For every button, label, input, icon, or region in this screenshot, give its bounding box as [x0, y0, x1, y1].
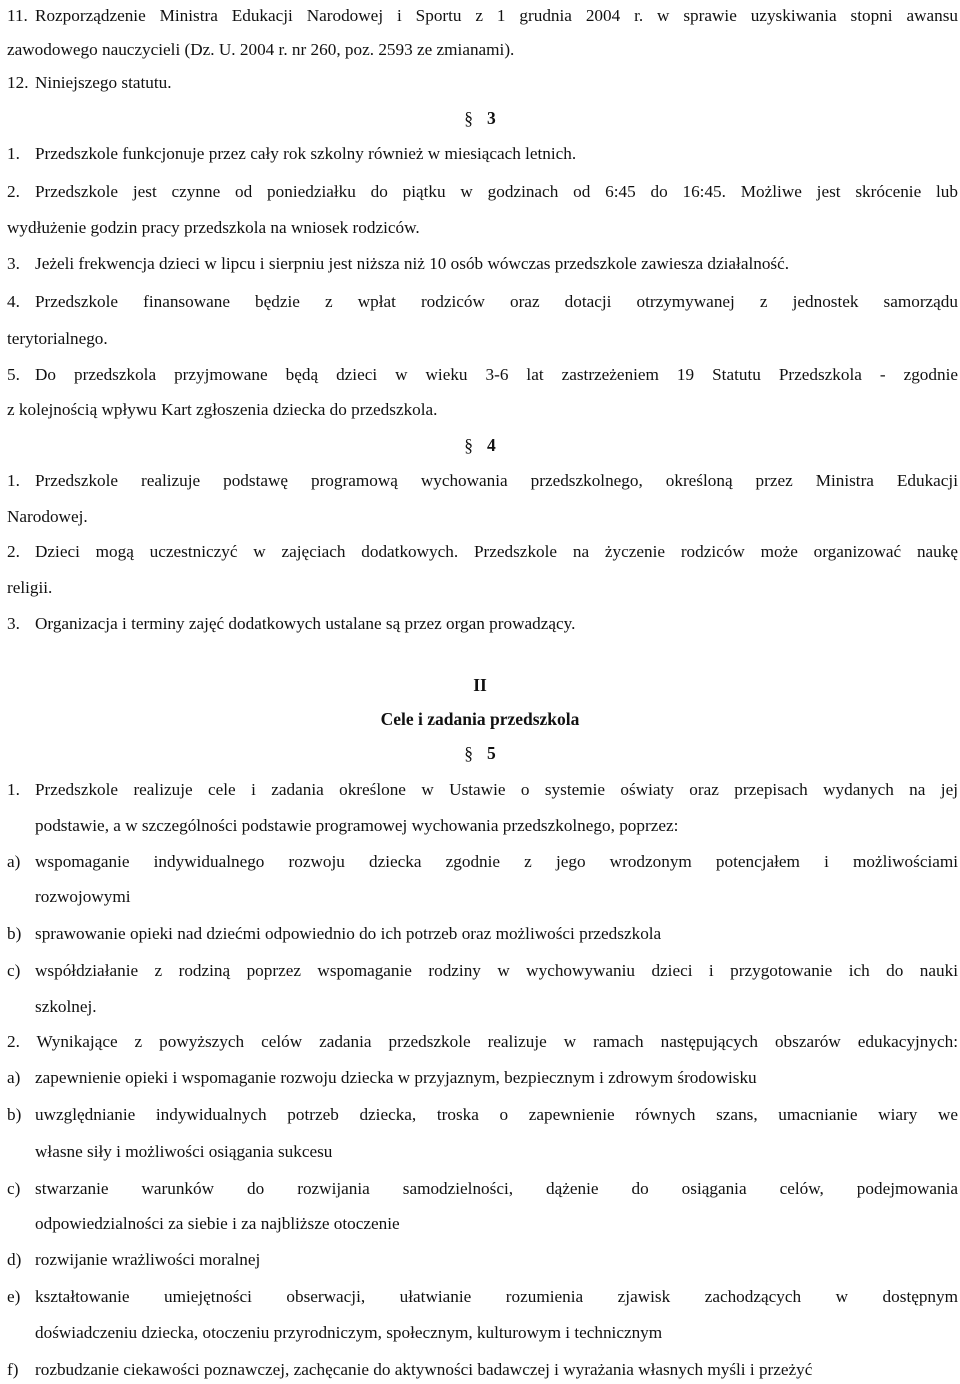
item-number: 11. — [7, 6, 28, 25]
item-text: Przedszkole funkcjonuje przez cały rok szkolny również w miesiącach letnich. — [35, 144, 577, 163]
item-number: e) — [7, 1287, 21, 1306]
list-item — [0, 612, 960, 636]
item-text: współdziałanie z rodziną poprzez wspomaganie rodziny w wychowywaniu dzieci i przygotowanie ich do nauki — [35, 961, 958, 980]
item-text: Jeżeli frekwencja dzieci w lipcu i sierpniu jest niższa niż 10 osób wówczas przedszkole zawiesza działalność. — [35, 254, 790, 273]
item-number: 2. — [7, 182, 20, 201]
item-text: kształtowanie umiejętności obserwacji, ułatwianie rozumienia zjawisk zachodzących w dostępnym — [35, 1287, 958, 1306]
list-item — [0, 1285, 960, 1309]
item-text: Przedszkole realizuje cele i zadania określone w Ustawie o systemie oświaty oraz przepisach wydanych na jej — [35, 780, 958, 799]
item-text: Dzieci mogą uczestniczyć w zajęciach dodatkowych. Przedszkole na życzenie rodziców może organizować naukę — [35, 542, 958, 561]
list-item — [0, 922, 960, 946]
item-number: c) — [7, 961, 21, 980]
list-item-continuation — [0, 995, 960, 1019]
list-item — [0, 142, 960, 166]
list-item — [0, 290, 960, 314]
list-item — [0, 180, 960, 204]
item-number: 1. — [7, 471, 20, 490]
list-item — [0, 71, 960, 95]
item-text: stwarzanie warunków do rozwijania samodzielności, dążenie do osiągania celów, podejmowania — [35, 1179, 958, 1198]
list-item — [0, 778, 960, 802]
item-text: Przedszkole jest czynne od poniedziałku do piątku w godzinach od 6:45 do 16:45. Możliwe jest skrócenie lub — [35, 182, 958, 201]
item-text: Przedszkole finansowane będzie z wpłat rodziców oraz dotacji otrzymywanej z jednostek samorządu — [35, 292, 958, 311]
item-number: 2. — [7, 542, 20, 561]
item-number: 12. — [7, 73, 29, 92]
chapter-title: Cele i zadania przedszkola — [380, 709, 580, 729]
section-symbol: § — [464, 108, 473, 128]
list-item-continuation — [0, 505, 960, 529]
item-number: b) — [7, 924, 22, 943]
list-item-continuation — [0, 576, 960, 600]
item-text: sprawowanie opieki nad dziećmi odpowiednio do ich potrzeb oraz możliwości przedszkola — [35, 924, 662, 943]
item-number: f) — [7, 1360, 19, 1379]
list-item — [0, 1103, 960, 1127]
list-item — [0, 4, 960, 28]
list-item — [0, 959, 960, 983]
item-text: Niniejszego statutu. — [35, 73, 172, 92]
section-number: 4 — [487, 435, 496, 455]
list-item — [0, 850, 960, 874]
list-item — [0, 1248, 960, 1272]
item-text: zapewnienie opieki i wspomaganie rozwoju dziecka w przyjaznym, bezpiecznym i zdrowym środowisku — [35, 1068, 757, 1087]
item-number: b) — [7, 1105, 22, 1124]
item-number: c) — [7, 1179, 21, 1198]
item-text: rozbudzanie ciekawości poznawczej, zachęcanie do aktywności badawczej i wyrażania własnych myśli i przeżyć — [35, 1360, 813, 1379]
list-item-continuation — [0, 885, 960, 909]
item-text: zawodowego nauczycieli (Dz. U. 2004 r. nr 260, poz. 2593 ze zmianami). — [7, 40, 515, 59]
list-item-continuation — [0, 216, 960, 240]
item-text: wspomaganie indywidualnego rozwoju dziecka zgodnie z jego wrodzonym potencjałem i możliwościami — [35, 852, 958, 871]
section-heading-4 — [0, 433, 960, 457]
list-item — [0, 1177, 960, 1201]
list-item-continuation — [0, 1140, 960, 1164]
item-number: 3. — [7, 614, 20, 633]
item-text: terytorialnego. — [7, 329, 108, 348]
item-text: wydłużenie godzin pracy przedszkola na wniosek rodziców. — [7, 218, 420, 237]
chapter-number: II — [473, 675, 487, 695]
item-text: rozwijanie wrażliwości moralnej — [35, 1250, 261, 1269]
paragraph — [0, 1030, 960, 1054]
item-text: uwzględnianie indywidualnych potrzeb dziecka, troska o zapewnienie równych szans, umacnianie wiary we — [35, 1105, 958, 1124]
section-heading-5 — [0, 741, 960, 765]
item-number: a) — [7, 1068, 21, 1087]
item-number: d) — [7, 1250, 22, 1269]
section-symbol: § — [464, 435, 473, 455]
item-number: 5. — [7, 365, 20, 384]
list-item-continuation — [0, 814, 960, 838]
item-text: doświadczeniu dziecka, otoczeniu przyrodniczym, społecznym, kulturowym i technicznym — [35, 1323, 663, 1342]
item-text: własne siły i możliwości osiągania sukcesu — [35, 1142, 333, 1161]
list-item-continuation — [0, 327, 960, 351]
item-number: 3. — [7, 254, 20, 273]
list-item-continuation — [0, 1212, 960, 1236]
list-item — [0, 1066, 960, 1090]
item-text: Organizacja i terminy zajęć dodatkowych ustalane są przez organ prowadzący. — [35, 614, 576, 633]
item-text: Rozporządzenie Ministra Edukacji Narodowej i Sportu z 1 grudnia 2004 r. w sprawie uzyskiwania stopni awansu — [35, 6, 958, 25]
item-text: Przedszkole realizuje podstawę programową wychowania przedszkolnego, określoną przez Ministra Edukacji — [35, 471, 958, 490]
item-text: 2. Wynikające z powyższych celów zadania przedszkole realizuje w ramach następujących obszarów edukacyjnych: — [7, 1032, 958, 1051]
item-number: 1. — [7, 780, 20, 799]
list-item — [0, 252, 960, 276]
item-text: Do przedszkola przyjmowane będą dzieci w wieku 3-6 lat zastrzeżeniem 19 Statutu Przedszkola - zgodnie — [35, 365, 958, 384]
item-text: podstawie, a w szczególności podstawie programowej wychowania przedszkolnego, poprzez: — [35, 816, 679, 835]
item-number: 4. — [7, 292, 20, 311]
section-number: 5 — [487, 743, 496, 763]
item-text: rozwojowymi — [35, 887, 131, 906]
list-item-continuation — [0, 1321, 960, 1345]
item-text: Narodowej. — [7, 507, 88, 526]
list-item — [0, 363, 960, 387]
section-number: 3 — [487, 108, 496, 128]
item-text: odpowiedzialności za siebie i za najbliższe otoczenie — [35, 1214, 400, 1233]
list-item-continuation — [0, 38, 960, 62]
item-text: szkolnej. — [35, 997, 97, 1016]
list-item — [0, 469, 960, 493]
item-number: 1. — [7, 144, 20, 163]
item-text: z kolejnością wpływu Kart zgłoszenia dziecka do przedszkola. — [7, 400, 438, 419]
section-symbol: § — [464, 743, 473, 763]
item-text: religii. — [7, 578, 53, 597]
list-item-continuation — [0, 398, 960, 422]
list-item — [0, 540, 960, 564]
item-number: a) — [7, 852, 21, 871]
section-heading-3 — [0, 106, 960, 130]
list-item — [0, 1358, 960, 1382]
